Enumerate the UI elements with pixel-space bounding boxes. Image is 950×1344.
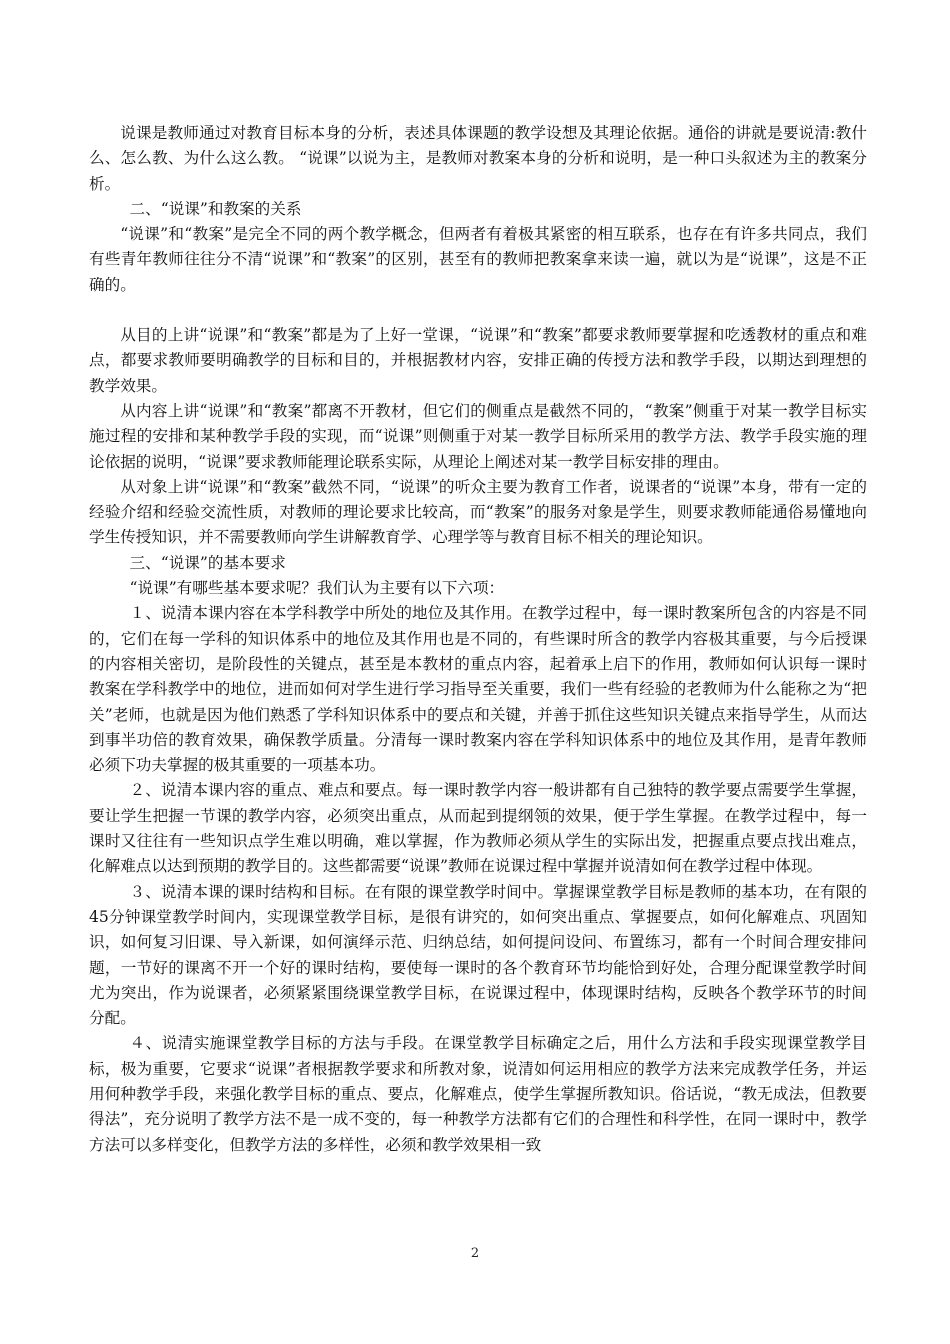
- document-body: [89, 121, 867, 1158]
- paragraph-content: 从内容上讲“说课”和“教案”都离不开教材，但它们的侧重点是截然不同的，“教案”侧重于对某一教学目标实施过程的安排和某种教学手段的实现，而“说课”则侧重于对某一教学目标所采用的教学方法、教学手段实施的理论依据的说明，“说课”要求教师能理论联系实际，从理论上阐述对某一教学目标安排的理由。: [89, 401, 867, 471]
- section-heading-2: 二、“说课”和教案的关系: [129, 199, 302, 218]
- paragraph-purpose: 从目的上讲“说课”和“教案”都是为了上好一堂课，“说课”和“教案”都要求教师要掌握和吃透教材的重点和难点，都要求教师要明确教学的目标和目的，并根据教材内容，安排正确的传授方法和教学手段，以期达到理想的教学效果。: [89, 326, 867, 395]
- requirement-item-4: ４、说清实施课堂教学目标的方法与手段。在课堂教学目标确定之后，用什么方法和手段实现课堂教学目标，极为重要，它要求“说课”者根据教学要求和所教对象，说清如何运用相应的教学方法来完成教学任务，并运用何种教学手段，来强化教学目标的重点、要点，化解难点，使学生掌握所教知识。俗话说，“教无成法，但教要得法”，充分说明了教学方法不是一成不变的，每一种教学方法都有它们的合理性和科学性，在同一课时中，教学方法可以多样变化，但教学方法的多样性，必须和教学效果相一致: [89, 1034, 867, 1154]
- requirement-item-1: １、说清本课内容在本学科教学中所处的地位及其作用。在教学过程中，每一课时教案所包含的内容是不同的，它们在每一学科的知识体系中的地位及其作用也是不同的，有些课时所含的教学内容极其重要，与今后授课的内容相关密切，是阶段性的关键点，甚至是本教材的重点内容，起着承上启下的作用，教师如何认识每一课时教案在学科教学中的地位，进而如何对学生进行学习指导至关重要，我们一些有经验的老教师为什么能称之为“把关”老师，也就是因为他们熟悉了学科知识体系中的要点和关键，并善于抓住这些知识关键点来指导学生，从而达到事半功倍的教育效果，确保教学质量。分清每一课时教案内容在学科知识体系中的地位及其作用，是青年教师必须下功夫掌握的极其重要的一项基本功。: [89, 604, 867, 775]
- paragraph-relationship: “说课”和“教案”是完全不同的两个教学概念，但两者有着极其紧密的相互联系，也存在有许多共同点，我们有些青年教师往往分不清“说课”和“教案”的区别，甚至有的教师把教案拿来读一遍，就以为是“说课”，这是不正确的。: [89, 225, 867, 294]
- paragraph-requirements-intro: “说课”有哪些基本要求呢？我们认为主要有以下六项：: [129, 579, 505, 598]
- requirement-item-3: ３、说清本课的课时结构和目标。在有限的课堂教学时间中。掌握课堂教学目标是教师的基本功，在有限的45分钟课堂教学时间内，实现课堂教学目标，是很有讲究的，如何突出重点、掌握要点，如何化解难点、巩固知识，如何复习旧课、导入新课，如何演绎示范、归纳总结，如何提问设问、布置练习，都有一个时间合理安排问题，一节好的课离不开一个好的课时结构，要使每一课时的各个教育环节均能恰到好处，合理分配课堂教学时间尤为突出，作为说课者，必须紧紧围绕课堂教学目标，在说课过程中，体现课时结构，反映各个教学环节的时间分配。: [89, 882, 867, 1028]
- paragraph-intro: 说课是教师通过对教育目标本身的分析，表述具体课题的教学设想及其理论依据。通俗的讲就是要说清:教什么、怎么教、为什么这么教。 “说课”以说为主，是教师对教案本身的分析和说明，是一种口头叙述为主的教案分析。: [89, 124, 867, 193]
- paragraph-audience: 从对象上讲“说课”和“教案”截然不同，“说课”的听众主要为教育工作者，说课者的“说课”本身，带有一定的经验介绍和经验交流性质，对教师的理论要求比较高，而“教案”的服务对象是学生，则要求教师能通俗易懂地向学生传授知识，并不需要教师向学生讲解教育学、心理学等与教育目标不相关的理论知识。: [89, 477, 867, 547]
- page-number: 2: [470, 1246, 480, 1261]
- section-heading-3: 三、“说课”的基本要求: [129, 553, 286, 572]
- requirement-item-2: ２、说清本课内容的重点、难点和要点。每一课时教学内容一般讲都有自己独特的教学要点需要学生掌握，要让学生把握一节课的教学内容，必须突出重点，从而起到提纲领的效果，便于学生掌握。在教学过程中，每一课时又往往有一些知识点学生难以明确，难以掌握，作为教师必须从学生的实际出发，把握重点要点找出难点，化解难点以达到预期的教学目的。这些都需要“说课”教师在说课过程中掌握并说清如何在教学过程中体现。: [89, 781, 867, 876]
